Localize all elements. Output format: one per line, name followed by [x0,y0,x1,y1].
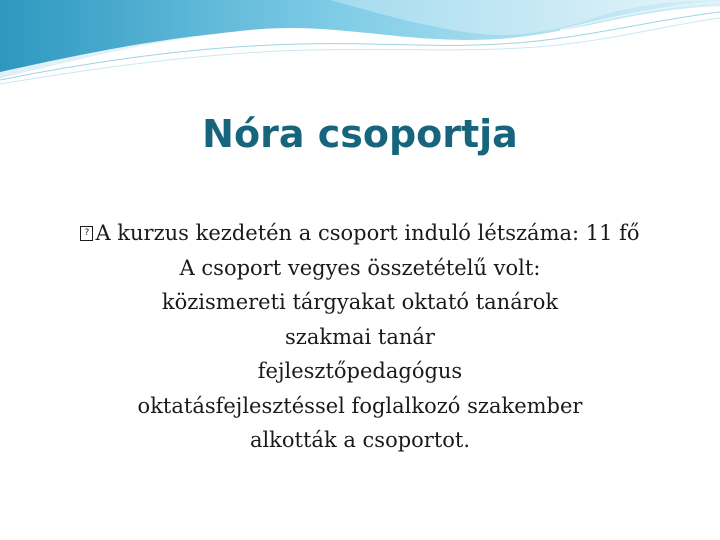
body-line-1-text: A kurzus kezdetén a csoport induló létszáma: 11 fő [95,221,640,245]
header-wave-decoration [0,0,720,90]
body-line-5: fejlesztőpedagógus [257,359,463,383]
missing-glyph-icon [80,226,93,241]
body-line-6: oktatásfejlesztéssel foglalkozó szakember [137,393,583,418]
body-line-1 [30,216,690,251]
body-line-4: szakmai tanár [285,324,435,349]
slide-title: Nóra csoportja [202,112,518,156]
slide-body [30,216,690,458]
body-line-7: alkották a csoportot. [249,428,471,452]
body-line-2: A csoport vegyes összetételű volt: [179,255,541,280]
body-line-3: közismereti tárgyakat oktató tanárok [161,290,559,314]
